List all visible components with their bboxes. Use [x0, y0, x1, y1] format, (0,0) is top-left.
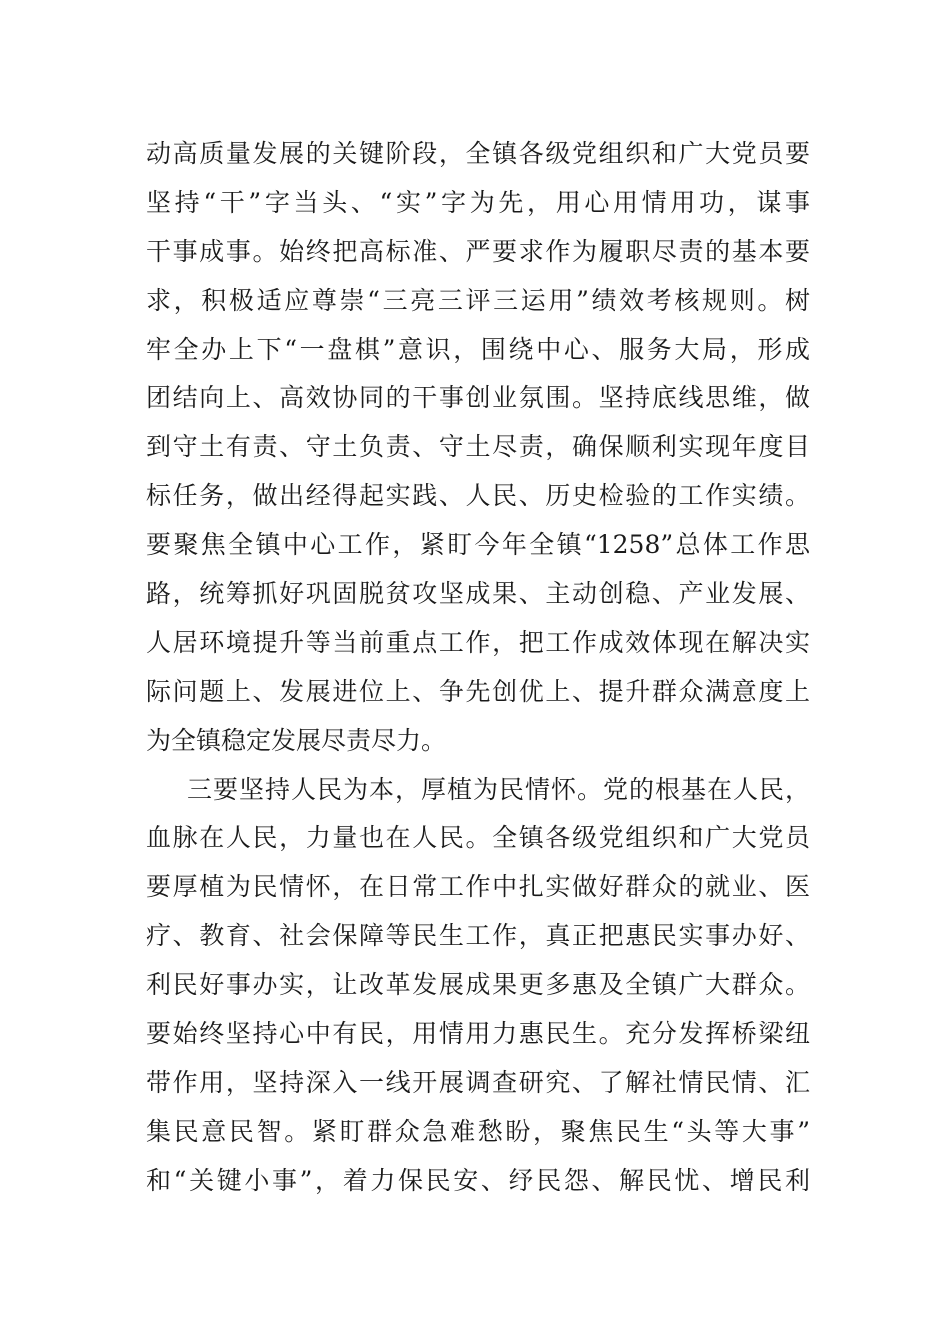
text-line: 到守土有责、守土负责、守土尽责，确保顺利实现年度目: [146, 432, 810, 462]
text-line: 动高质量发展的关键阶段，全镇各级党组织和广大党员要: [146, 139, 810, 168]
text-line: 带作用，坚持深入一线开展调查研究、了解社情民情、汇: [146, 1067, 810, 1097]
text-line: 血脉在人民，力量也在人民。全镇各级党组织和广大党员: [146, 823, 810, 853]
text-line: 要厚植为民情怀，在日常工作中扎实做好群众的就业、医: [146, 872, 810, 902]
text-line: 求，积极适应尊崇“三亮三评三运用”绩效考核规则。树: [146, 285, 810, 315]
paragraph-end-line: 为全镇稳定发展尽责尽力。: [146, 725, 447, 755]
text-line: 坚持“干”字当头、“实”字为先，用心用情用功，谋事: [146, 187, 810, 217]
text-line: 疗、教育、社会保障等民生工作，真正把惠民实事办好、: [146, 921, 810, 951]
text-line: 要聚焦全镇中心工作，紧盯今年全镇“1258”总体工作思: [146, 530, 810, 560]
text-line: 标任务，做出经得起实践、人民、历史检验的工作实绩。: [146, 481, 810, 511]
paragraph-start-line: 三要坚持人民为本，厚植为民情怀。党的根基在人民，: [187, 774, 810, 804]
text-line: 际问题上、发展进位上、争先创优上、提升群众满意度上: [146, 676, 810, 706]
body-text: [146, 130, 810, 1206]
text-line: 团结向上、高效协同的干事创业氛围。坚持底线思维，做: [146, 383, 810, 413]
text-line: 人居环境提升等当前重点工作，把工作成效体现在解决实: [146, 627, 810, 657]
text-line: 牢全办上下“一盘棋”意识，围绕中心、服务大局，形成: [146, 334, 810, 364]
text-line: 干事成事。始终把高标准、严要求作为履职尽责的基本要: [146, 236, 810, 266]
text-line: 和“关键小事”，着力保民安、纾民怨、解民忧、增民利: [146, 1165, 810, 1195]
text-line: 要始终坚持心中有民，用情用力惠民生。充分发挥桥梁纽: [146, 1019, 810, 1049]
text-line: 路，统筹抓好巩固脱贫攻坚成果、主动创稳、产业发展、: [146, 579, 810, 609]
text-line: 利民好事办实，让改革发展成果更多惠及全镇广大群众。: [146, 970, 810, 1000]
text-line: 集民意民智。紧盯群众急难愁盼，聚焦民生“头等大事”: [146, 1116, 810, 1146]
